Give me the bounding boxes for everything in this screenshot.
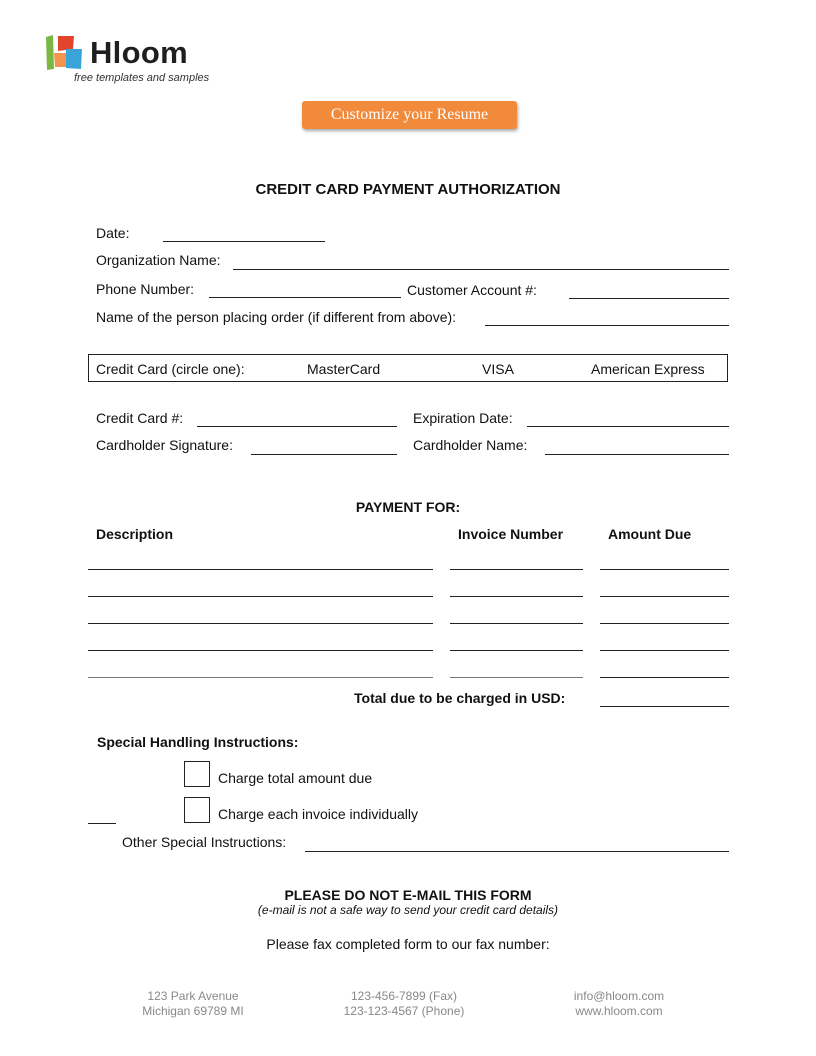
- charge-each-label: Charge each invoice individually: [218, 806, 419, 822]
- phone-field[interactable]: [209, 297, 401, 298]
- cardholder-name-field[interactable]: [545, 454, 729, 455]
- expiration-label: Expiration Date:: [413, 410, 513, 426]
- total-due-label: Total due to be charged in USD:: [354, 690, 566, 706]
- card-number-field[interactable]: [197, 426, 397, 427]
- footer-phone: 123-123-4567 (Phone): [343, 1004, 465, 1018]
- footer-fax: 123-456-7899 (Fax): [350, 989, 458, 1003]
- footer-address-line: Michigan 69789 MI: [142, 1004, 244, 1018]
- organization-label: Organization Name:: [96, 252, 221, 268]
- amount-due-field[interactable]: [600, 650, 729, 651]
- footer-address: [113, 989, 273, 1019]
- footer-website-link[interactable]: www.hloom.com: [575, 1004, 663, 1018]
- fax-instruction: Please fax completed form to our fax number:: [266, 936, 550, 952]
- hloom-logo-icon: [44, 33, 84, 73]
- description-field[interactable]: [88, 569, 433, 570]
- no-email-subtext: (e-mail is not a safe way to send your credit card details): [257, 903, 559, 917]
- description-field[interactable]: [88, 650, 433, 651]
- date-field[interactable]: [163, 241, 325, 242]
- card-option-visa[interactable]: VISA: [482, 361, 514, 377]
- no-email-heading: PLEASE DO NOT E-MAIL THIS FORM: [284, 887, 532, 903]
- invoice-number-field[interactable]: [450, 677, 583, 678]
- invoice-number-field[interactable]: [450, 623, 583, 624]
- footer-phones: [324, 989, 484, 1019]
- card-type-label: Credit Card (circle one):: [96, 361, 245, 377]
- other-instructions-field[interactable]: [305, 851, 729, 852]
- charge-each-checkbox[interactable]: [184, 797, 210, 823]
- invoice-number-field[interactable]: [450, 650, 583, 651]
- footer-email-link[interactable]: info@hloom.com: [573, 989, 665, 1003]
- description-field[interactable]: [88, 596, 433, 597]
- other-instructions-label: Other Special Instructions:: [122, 834, 287, 850]
- payment-heading: PAYMENT FOR:: [355, 499, 461, 515]
- person-label: Name of the person placing order (if different from above):: [96, 309, 457, 325]
- description-field[interactable]: [88, 677, 433, 678]
- signature-field[interactable]: [251, 454, 397, 455]
- customer-account-label: Customer Account #:: [407, 282, 537, 298]
- short-rule: [88, 823, 116, 824]
- amount-due-field[interactable]: [600, 677, 729, 678]
- amount-due-column-header: Amount Due: [608, 526, 692, 542]
- footer-address-line: 123 Park Avenue: [147, 989, 239, 1003]
- card-option-amex[interactable]: American Express: [591, 361, 705, 377]
- organization-field[interactable]: [233, 269, 729, 270]
- date-label: Date:: [96, 225, 130, 241]
- person-field[interactable]: [485, 325, 729, 326]
- invoice-number-field[interactable]: [450, 569, 583, 570]
- description-field[interactable]: [88, 623, 433, 624]
- phone-label: Phone Number:: [96, 281, 195, 297]
- cardholder-name-label: Cardholder Name:: [413, 437, 528, 453]
- signature-label: Cardholder Signature:: [96, 437, 233, 453]
- brand-name: Hloom: [90, 35, 188, 70]
- expiration-field[interactable]: [527, 426, 729, 427]
- amount-due-field[interactable]: [600, 623, 729, 624]
- brand-tagline: free templates and samples: [74, 72, 210, 84]
- charge-total-checkbox[interactable]: [184, 761, 210, 787]
- invoice-number-field[interactable]: [450, 596, 583, 597]
- description-column-header: Description: [96, 526, 174, 542]
- special-handling-heading: Special Handling Instructions:: [97, 734, 299, 750]
- customer-account-field[interactable]: [569, 298, 729, 299]
- invoice-number-column-header: Invoice Number: [458, 526, 564, 542]
- total-due-field[interactable]: [600, 706, 729, 707]
- form-title: CREDIT CARD PAYMENT AUTHORIZATION: [255, 181, 561, 198]
- card-option-mastercard[interactable]: MasterCard: [307, 361, 381, 377]
- card-number-label: Credit Card #:: [96, 410, 184, 426]
- footer-web: [539, 989, 699, 1019]
- customize-resume-button[interactable]: Customize your Resume: [302, 101, 517, 129]
- charge-total-label: Charge total amount due: [218, 770, 373, 786]
- amount-due-field[interactable]: [600, 569, 729, 570]
- amount-due-field[interactable]: [600, 596, 729, 597]
